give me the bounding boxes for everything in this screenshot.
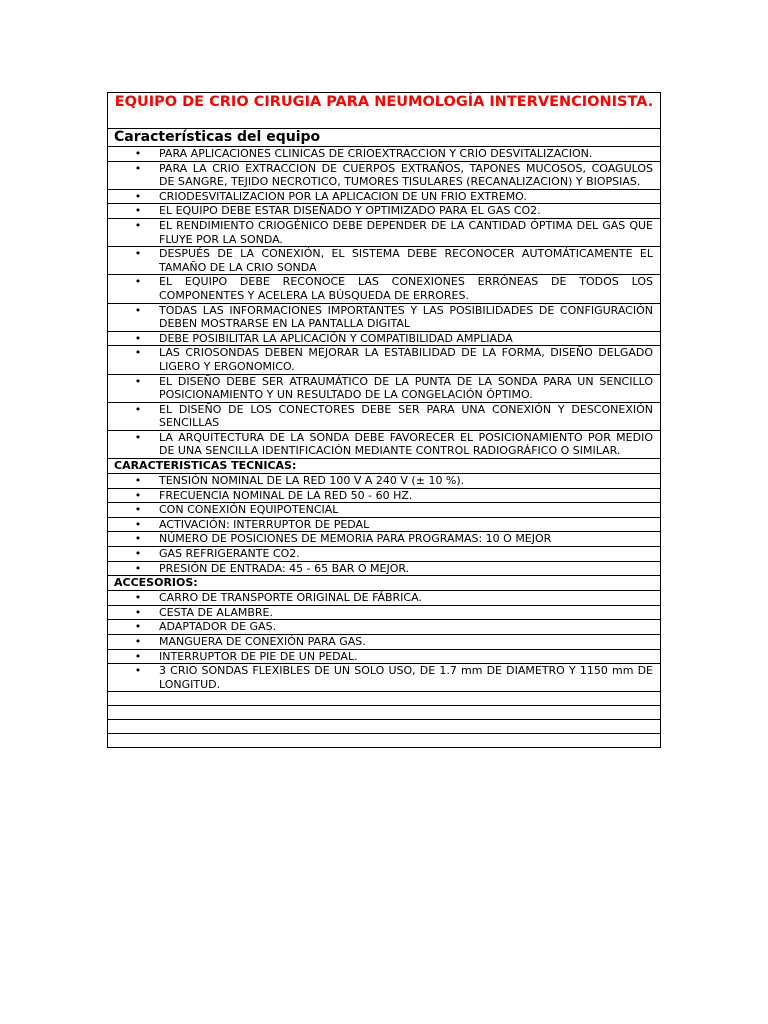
bullet-icon bbox=[108, 375, 159, 402]
bullet-icon bbox=[108, 532, 159, 546]
empty-cell bbox=[108, 734, 661, 748]
list-item-text: CON CONEXIÓN EQUIPOTENCIAL bbox=[159, 503, 339, 517]
bullet-icon bbox=[108, 664, 159, 691]
table-row bbox=[108, 547, 661, 562]
table-row bbox=[108, 247, 661, 275]
list-item-text: EL EQUIPO DEBE ESTAR DISEÑADO Y OPTIMIZADO PARA EL GAS CO2. bbox=[159, 204, 541, 218]
accesorios-heading-row bbox=[108, 576, 661, 591]
list-item-text: DEBE POSIBILITAR LA APLICACIÓN Y COMPATIBILIDAD AMPLIADA bbox=[159, 331, 513, 345]
list-item-text: PRESIÓN DE ENTRADA: 45 - 65 BAR O MEJOR. bbox=[159, 561, 410, 575]
empty-cell bbox=[108, 692, 661, 706]
empty-cell bbox=[108, 720, 661, 734]
bullet-icon bbox=[108, 489, 159, 503]
document-title bbox=[108, 93, 661, 129]
table-row bbox=[108, 147, 661, 162]
table-row bbox=[108, 374, 661, 402]
equipo-item bbox=[108, 147, 661, 162]
title-row bbox=[108, 93, 661, 129]
table-row bbox=[108, 488, 661, 503]
tecnicas-heading-row bbox=[108, 459, 661, 474]
accesorios-item bbox=[108, 664, 661, 692]
accesorios-heading: ACCESORIOS: bbox=[108, 576, 661, 591]
table-row bbox=[108, 591, 661, 606]
table-row bbox=[108, 218, 661, 246]
table-row bbox=[108, 561, 661, 576]
equipo-item bbox=[108, 275, 661, 303]
equipo-item bbox=[108, 218, 661, 246]
list-item-text: CARRO DE TRANSPORTE ORIGINAL DE FÁBRICA. bbox=[159, 591, 422, 605]
accesorios-item bbox=[108, 620, 661, 635]
table-row bbox=[108, 517, 661, 532]
table-row bbox=[108, 204, 661, 219]
empty-row bbox=[108, 706, 661, 720]
list-item-text: EL DISEÑO DE LOS CONECTORES DEBE SER PARA UNA CONEXIÓN Y DESCONEXIÓN SENCILLAS bbox=[159, 402, 653, 430]
table-row bbox=[108, 532, 661, 547]
accesorios-item bbox=[108, 649, 661, 664]
list-item-text: 3 CRIO SONDAS FLEXIBLES DE UN SOLO USO, DE 1.7 mm DE DIAMETRO Y 1150 mm DE LONGITUD. bbox=[159, 664, 653, 691]
table-row bbox=[108, 189, 661, 204]
table-row bbox=[108, 430, 661, 458]
table-row bbox=[108, 635, 661, 650]
equipo-heading: Características del equipo bbox=[108, 129, 661, 147]
bullet-icon bbox=[108, 403, 159, 430]
empty-cell bbox=[108, 706, 661, 720]
tecnicas-item bbox=[108, 561, 661, 576]
equipo-item bbox=[108, 247, 661, 275]
tecnicas-item bbox=[108, 532, 661, 547]
list-item-text: LAS CRIOSONDAS DEBEN MEJORAR LA ESTABILIDAD DE LA FORMA, DISEÑO DELGADO LIGERO Y ERGONOMICO. bbox=[159, 346, 653, 373]
bullet-icon bbox=[108, 562, 159, 576]
table-row bbox=[108, 503, 661, 518]
equipo-heading-row bbox=[108, 129, 661, 147]
bullet-icon bbox=[108, 474, 159, 488]
table-row bbox=[108, 275, 661, 303]
equipo-item bbox=[108, 189, 661, 204]
bullet-icon bbox=[108, 162, 159, 189]
table-row bbox=[108, 331, 661, 346]
bullet-icon bbox=[108, 275, 159, 302]
bullet-icon bbox=[108, 635, 159, 649]
accesorios-item bbox=[108, 605, 661, 620]
bullet-icon bbox=[108, 247, 159, 274]
tecnicas-item bbox=[108, 503, 661, 518]
bullet-icon bbox=[108, 591, 159, 605]
empty-row bbox=[108, 734, 661, 748]
table-row bbox=[108, 605, 661, 620]
bullet-icon bbox=[108, 204, 159, 218]
equipo-item bbox=[108, 402, 661, 430]
list-item-text: EL EQUIPO DEBE RECONOCE LAS CONEXIONES ERRÓNEAS DE TODOS LOS COMPONENTES Y ACELERA LA BÚSQUEDA DE ERRORES. bbox=[159, 275, 653, 302]
equipo-item bbox=[108, 161, 661, 189]
tecnicas-item bbox=[108, 547, 661, 562]
bullet-icon bbox=[108, 147, 159, 161]
list-item-text: TODAS LAS INFORMACIONES IMPORTANTES Y LAS POSIBILIDADES DE CONFIGURACIÓN DEBEN MOSTRARSE EN LA PANTALLA DIGITAL bbox=[159, 303, 653, 331]
equipo-item bbox=[108, 346, 661, 374]
bullet-icon bbox=[108, 304, 159, 331]
bullet-icon bbox=[108, 332, 159, 346]
list-item-text: ACTIVACIÓN: INTERRUPTOR DE PEDAL bbox=[159, 517, 370, 531]
list-item-text: TENSIÓN NOMINAL DE LA RED 100 V A 240 V (± 10 %). bbox=[159, 474, 465, 488]
list-item-text: LA ARQUITECTURA DE LA SONDA DEBE FAVORECER EL POSICIONAMIENTO POR MEDIO DE UNA SENCILLA IDENTIFICACIÓN MEDIANTE CONTROL RADIOGRÁFICO O SIMILAR. bbox=[159, 430, 653, 458]
equipo-item bbox=[108, 204, 661, 219]
table-row bbox=[108, 620, 661, 635]
spec-table bbox=[107, 92, 661, 748]
list-item-text: EL RENDIMIENTO CRIOGÉNICO DEBE DEPENDER DE LA CANTIDAD ÓPTIMA DEL GAS QUE FLUYE POR LA SONDA. bbox=[159, 218, 653, 246]
table-row bbox=[108, 649, 661, 664]
accesorios-item bbox=[108, 591, 661, 606]
list-item-text: PARA APLICACIONES CLINICAS DE CRIOEXTRACCION Y CRIO DESVITALIZACION. bbox=[159, 147, 593, 160]
list-item-text: FRECUENCIA NOMINAL DE LA RED 50 - 60 HZ. bbox=[159, 488, 413, 502]
equipo-item bbox=[108, 374, 661, 402]
list-item-text: ADAPTADOR DE GAS. bbox=[159, 620, 277, 634]
tecnicas-item bbox=[108, 517, 661, 532]
list-item-text: INTERRUPTOR DE PIE DE UN PEDAL. bbox=[159, 649, 358, 663]
tecnicas-item bbox=[108, 474, 661, 489]
bullet-icon bbox=[108, 190, 159, 204]
bullet-icon bbox=[108, 503, 159, 517]
list-item-text: MANGUERA DE CONEXIÓN PARA GAS. bbox=[159, 635, 366, 648]
tecnicas-item bbox=[108, 488, 661, 503]
table-row bbox=[108, 346, 661, 374]
equipo-item bbox=[108, 331, 661, 346]
title-text: EQUIPO DE CRIO CIRUGIA PARA NEUMOLOGÍA INTERVENCIONISTA. bbox=[114, 94, 654, 110]
equipo-item bbox=[108, 303, 661, 331]
tecnicas-heading: CARACTERISTICAS TECNICAS: bbox=[108, 459, 661, 474]
list-item-text: NÚMERO DE POSICIONES DE MEMORIA PARA PROGRAMAS: 10 O MEJOR bbox=[159, 532, 552, 546]
list-item-text: EL DISEÑO DEBE SER ATRAUMÁTICO DE LA PUNTA DE LA SONDA PARA UN SENCILLO POSICIONAMIENTO Y UN RESULTADO DE LA CONGELACIÓN ÓPTIMO. bbox=[159, 374, 653, 402]
empty-row bbox=[108, 720, 661, 734]
bullet-icon bbox=[108, 431, 159, 458]
bullet-icon bbox=[108, 620, 159, 634]
bullet-icon bbox=[108, 219, 159, 246]
table-row bbox=[108, 664, 661, 692]
list-item-text: CRIODESVITALIZACION POR LA APLICACION DE UN FRIO EXTREMO. bbox=[159, 189, 527, 203]
bullet-icon bbox=[108, 346, 159, 373]
table-row bbox=[108, 161, 661, 189]
table-row bbox=[108, 402, 661, 430]
list-item-text: GAS REFRIGERANTE CO2. bbox=[159, 547, 300, 561]
list-item-text: PARA LA CRIO EXTRACCION DE CUERPOS EXTRAÑOS, TAPONES MUCOSOS, COAGULOS DE SANGRE, TEJIDO NECROTICO, TUMORES TISULARES (RECANALIZACION) Y BIOPSIAS. bbox=[159, 161, 653, 189]
table-row bbox=[108, 303, 661, 331]
equipo-item bbox=[108, 430, 661, 458]
bullet-icon bbox=[108, 547, 159, 561]
accesorios-item bbox=[108, 635, 661, 650]
list-item-text: DESPUÉS DE LA CONEXIÓN, EL SISTEMA DEBE RECONOCER AUTOMÁTICAMENTE EL TAMAÑO DE LA CRIO SONDA bbox=[159, 247, 653, 274]
list-item-text: CESTA DE ALAMBRE. bbox=[159, 605, 273, 619]
bullet-icon bbox=[108, 650, 159, 664]
bullet-icon bbox=[108, 606, 159, 620]
bullet-icon bbox=[108, 518, 159, 532]
table-row bbox=[108, 474, 661, 489]
empty-row bbox=[108, 692, 661, 706]
